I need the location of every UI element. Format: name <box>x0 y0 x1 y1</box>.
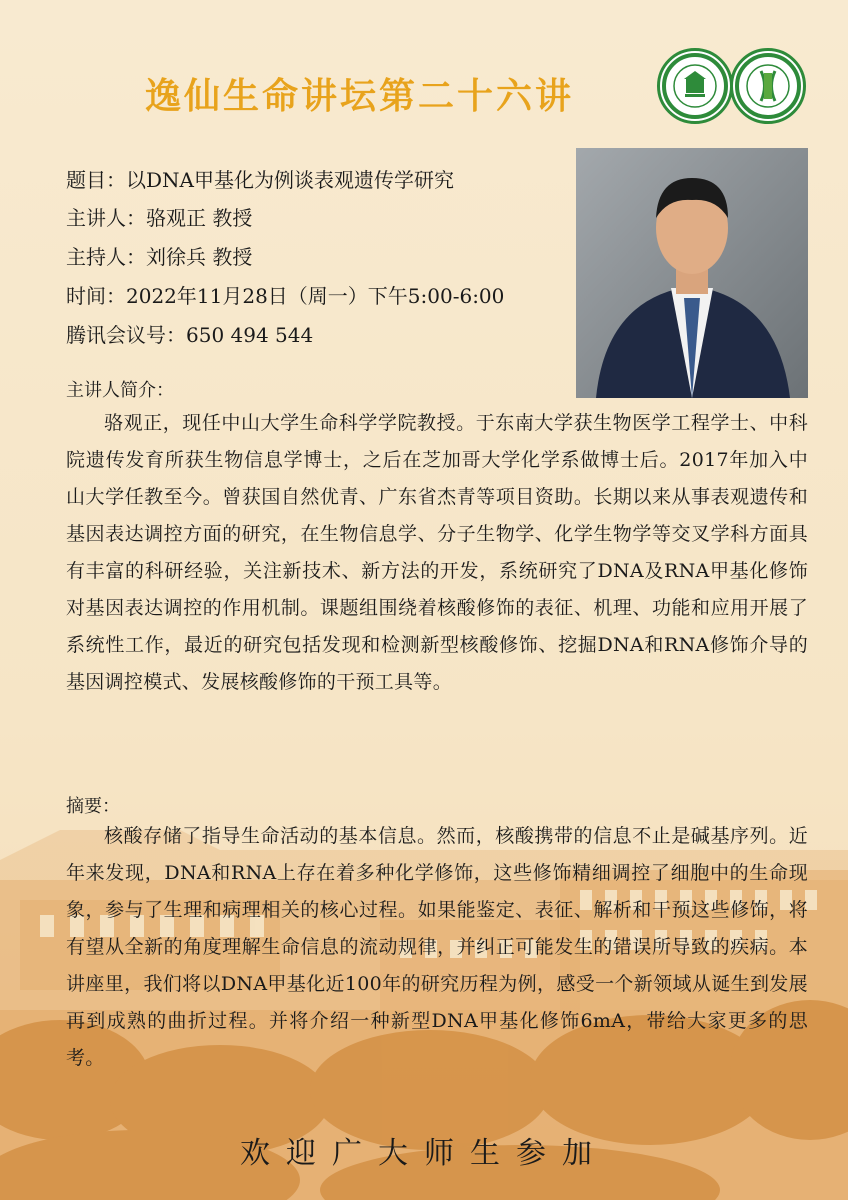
school-logo <box>657 48 733 124</box>
abstract-text: 核酸存储了指导生命活动的基本信息。然而，核酸携带的信息不止是碱基序列。近年来发现，DNA和RNA上存在着多种化学修饰，这些修饰精细调控了细胞中的生命现象，参与了生理和病理相关的核心过程。如果能鉴定、表征、解析和干预这些修饰，将有望从全新的角度理解生命信息的流动规律，并纠正可能发生的错误所导致的疾病。本讲座里，我们将以DNA甲基化近100年的研究历程为例，感受一个新领域从诞生到发展再到成熟的曲折过程。并将介绍一种新型DNA甲基化修饰6mA，带给大家更多的思考。 <box>66 825 808 1069</box>
bio-text: 骆观正，现任中山大学生命科学学院教授。于东南大学获生物医学工程学士、中科院遗传发育所获生物信息学博士，之后在芝加哥大学化学系做博士后。2017年加入中山大学任教至今。曾获国自然优青、广东省杰青等项目资助。长期以来从事表观遗传和基因表达调控方面的研究，在生物信息学、分子生物学、化学生物学等交叉学科方面具有丰富的科研经验，关注新技术、新方法的开发，系统研究了DNA及RNA甲基化修饰对基因表达调控的作用机制。课题组围绕着核酸修饰的表征、机理、功能和应用开展了系统性工作，最近的研究包括发现和检测新型核酸修饰、挖掘DNA和RNA修饰介导的基因调控模式、发展核酸修饰的干预工具等。 <box>66 412 808 693</box>
speaker-photo <box>576 148 808 398</box>
welcome-footer: 欢迎广大师生参加 <box>240 1136 608 1171</box>
laboratory-emblem-icon <box>733 51 803 121</box>
school-emblem-icon <box>660 51 730 121</box>
talk-host: 主持人：刘徐兵 教授 <box>66 245 253 269</box>
lecture-series-title: 逸仙生命讲坛第二十六讲 <box>145 75 575 117</box>
bio-heading: 主讲人简介： <box>66 380 174 401</box>
speaker-bio <box>66 405 808 701</box>
speaker-portrait-icon <box>576 148 808 398</box>
abstract-heading: 摘要： <box>66 796 120 817</box>
talk-time: 时间：2022年11月28日（周一）下午5:00-6:00 <box>66 284 505 308</box>
talk-topic: 题目：以DNA甲基化为例谈表观遗传学研究 <box>66 168 454 192</box>
laboratory-logo <box>730 48 806 124</box>
talk-speaker: 主讲人：骆观正 教授 <box>66 206 253 230</box>
abstract <box>66 818 808 1077</box>
meeting-id: 腾讯会议号：650 494 544 <box>66 323 314 347</box>
